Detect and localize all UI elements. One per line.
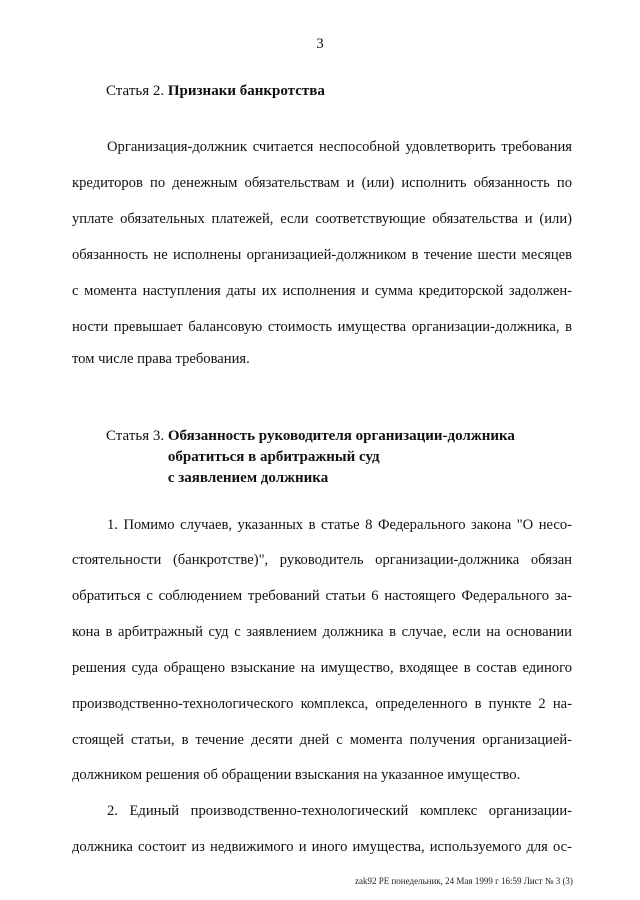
article-3-para-1-line: должником решения об обращении взыскания на указанное имущество. bbox=[72, 767, 521, 783]
article-3-para-2-line: 2. Единый производственно-технологический комплекс организации- bbox=[107, 803, 572, 819]
article-3-heading bbox=[106, 426, 515, 489]
article-3-title: Обязанность руководителя организации-должника обратиться в арбитражный суд с заявлением должника bbox=[167, 428, 515, 486]
article-2-line: ности превышает балансовую стоимость имущества организации-должника, в bbox=[72, 319, 572, 335]
article-3-para-1-line: обратиться с соблюдением требований статьи 6 настоящего Федерального за- bbox=[72, 588, 572, 604]
article-3-prefix: Статья 3. bbox=[106, 428, 165, 444]
article-3-para-1-line: решения суда обращено взыскание на имущество, входящее в состав единого bbox=[72, 660, 572, 676]
article-2-heading bbox=[106, 81, 325, 102]
article-2-title: Признаки банкротства bbox=[167, 83, 325, 99]
article-3-para-1-line: стоятельности (банкротстве)", руководитель организации-должника обязан bbox=[72, 552, 572, 568]
document-footer: zak92 РЕ понедельник, 24 Мая 1999 г 16:59 Лист № 3 (3) bbox=[355, 876, 573, 886]
article-2-line: обязанность не исполнены организацией-должником в течение шести месяцев bbox=[72, 247, 572, 263]
article-3-para-1-line: производственно-технологического комплекса, определенного в пункте 2 на- bbox=[72, 696, 572, 712]
article-2-prefix: Статья 2. bbox=[106, 83, 165, 99]
article-3-para-1-line: кона в арбитражный суд с заявлением должника в случае, если на основании bbox=[72, 624, 572, 640]
article-3-para-2-line: должника состоит из недвижимого и иного имущества, используемого для ос- bbox=[72, 839, 572, 855]
article-2-line: с момента наступления даты их исполнения и сумма кредиторской задолжен- bbox=[72, 283, 572, 299]
article-2-line: уплате обязательных платежей, если соответствующие обязательства и (или) bbox=[72, 211, 572, 227]
article-3-para-1-line: 1. Помимо случаев, указанных в статье 8 Федерального закона "О несо- bbox=[107, 517, 572, 533]
page-number: 3 bbox=[316, 36, 324, 52]
article-2-line: том числе права требования. bbox=[72, 351, 250, 367]
article-2-line: кредиторов по денежным обязательствам и (или) исполнить обязанность по bbox=[72, 175, 572, 191]
article-3-para-1-line: стоящей статьи, в течение десяти дней с момента получения организацией- bbox=[72, 732, 572, 748]
article-2-line: Организация-должник считается неспособной удовлетворить требования bbox=[107, 139, 572, 155]
